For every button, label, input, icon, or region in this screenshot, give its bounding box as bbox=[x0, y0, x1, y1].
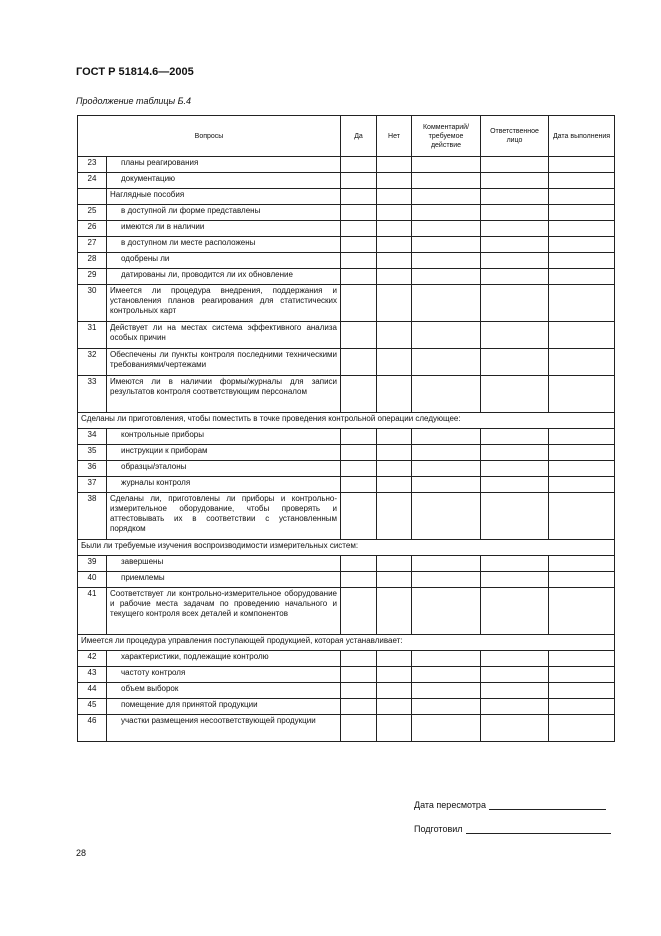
responsible-cell[interactable] bbox=[481, 376, 549, 413]
comment-cell[interactable] bbox=[412, 285, 481, 322]
responsible-cell[interactable] bbox=[481, 651, 549, 667]
table-row bbox=[78, 157, 615, 173]
revision-date-label: Дата пересмотра bbox=[414, 800, 486, 810]
table-row bbox=[78, 477, 615, 493]
question-text: Имеются ли в наличии формы/журналы для записи результатов контроля соответствующим персоналом bbox=[107, 376, 341, 413]
responsible-cell[interactable] bbox=[481, 429, 549, 445]
yes-cell[interactable] bbox=[341, 445, 377, 461]
table-row bbox=[78, 588, 615, 635]
no-cell[interactable] bbox=[377, 376, 412, 413]
responsible-cell[interactable] bbox=[481, 588, 549, 635]
row-number: 35 bbox=[78, 445, 107, 461]
responsible-cell[interactable] bbox=[481, 572, 549, 588]
date-cell[interactable] bbox=[549, 572, 615, 588]
question-text: частоту контроля bbox=[107, 667, 341, 683]
question-text: Действует ли на местах система эффективного анализа особых причин bbox=[107, 322, 341, 349]
comment-cell[interactable] bbox=[412, 376, 481, 413]
question-text: контрольные приборы bbox=[107, 429, 341, 445]
responsible-cell[interactable] bbox=[481, 667, 549, 683]
no-cell[interactable] bbox=[377, 667, 412, 683]
prepared-by-field bbox=[414, 824, 611, 834]
table-row bbox=[78, 572, 615, 588]
yes-cell[interactable] bbox=[341, 269, 377, 285]
table-row bbox=[78, 540, 615, 556]
yes-cell[interactable] bbox=[341, 221, 377, 237]
no-cell[interactable] bbox=[377, 493, 412, 540]
date-cell[interactable] bbox=[549, 221, 615, 237]
comment-cell[interactable] bbox=[412, 477, 481, 493]
no-cell[interactable] bbox=[377, 285, 412, 322]
question-text: завершены bbox=[107, 556, 341, 572]
responsible-cell[interactable] bbox=[481, 205, 549, 221]
date-cell[interactable] bbox=[549, 429, 615, 445]
comment-cell[interactable] bbox=[412, 556, 481, 572]
table-row bbox=[78, 635, 615, 651]
question-text: характеристики, подлежащие контролю bbox=[107, 651, 341, 667]
table-row bbox=[78, 173, 615, 189]
responsible-cell[interactable] bbox=[481, 285, 549, 322]
question-text: планы реагирования bbox=[107, 157, 341, 173]
no-cell[interactable] bbox=[377, 237, 412, 253]
yes-cell[interactable] bbox=[341, 477, 377, 493]
question-text: инструкции к приборам bbox=[107, 445, 341, 461]
question-text: приемлемы bbox=[107, 572, 341, 588]
no-cell[interactable] bbox=[377, 253, 412, 269]
revision-date-line[interactable] bbox=[489, 800, 606, 810]
no-cell[interactable] bbox=[377, 715, 412, 742]
question-text: образцы/эталоны bbox=[107, 461, 341, 477]
responsible-cell[interactable] bbox=[481, 699, 549, 715]
date-cell[interactable] bbox=[549, 157, 615, 173]
table-caption: Продолжение таблицы Б.4 bbox=[76, 96, 192, 106]
comment-cell[interactable] bbox=[412, 699, 481, 715]
date-cell[interactable] bbox=[549, 683, 615, 699]
yes-cell[interactable] bbox=[341, 189, 377, 205]
no-cell[interactable] bbox=[377, 651, 412, 667]
responsible-cell[interactable] bbox=[481, 477, 549, 493]
yes-cell[interactable] bbox=[341, 556, 377, 572]
comment-cell[interactable] bbox=[412, 157, 481, 173]
no-cell[interactable] bbox=[377, 221, 412, 237]
responsible-cell[interactable] bbox=[481, 157, 549, 173]
table-row bbox=[78, 285, 615, 322]
checklist-table bbox=[77, 115, 615, 742]
comment-cell[interactable] bbox=[412, 445, 481, 461]
row-number: 27 bbox=[78, 237, 107, 253]
date-cell[interactable] bbox=[549, 588, 615, 635]
question-text: Обеспечены ли пункты контроля последними техническими требованиями/чертежами bbox=[107, 349, 341, 376]
date-cell[interactable] bbox=[549, 667, 615, 683]
yes-cell[interactable] bbox=[341, 322, 377, 349]
yes-cell[interactable] bbox=[341, 157, 377, 173]
section-heading: Сделаны ли приготовления, чтобы поместить в точке проведения контрольной операции следующее: bbox=[78, 413, 615, 429]
prepared-by-line[interactable] bbox=[466, 824, 611, 834]
date-cell[interactable] bbox=[549, 376, 615, 413]
row-number: 37 bbox=[78, 477, 107, 493]
header-no: Нет bbox=[377, 116, 412, 157]
table-row bbox=[78, 461, 615, 477]
question-text: объем выборок bbox=[107, 683, 341, 699]
date-cell[interactable] bbox=[549, 205, 615, 221]
yes-cell[interactable] bbox=[341, 237, 377, 253]
row-number: 34 bbox=[78, 429, 107, 445]
yes-cell[interactable] bbox=[341, 349, 377, 376]
table-row bbox=[78, 651, 615, 667]
question-text: Наглядные пособия bbox=[107, 189, 341, 205]
row-number: 30 bbox=[78, 285, 107, 322]
question-text: датированы ли, проводится ли их обновление bbox=[107, 269, 341, 285]
table-header-row bbox=[78, 116, 615, 157]
table-row bbox=[78, 429, 615, 445]
date-cell[interactable] bbox=[549, 461, 615, 477]
yes-cell[interactable] bbox=[341, 285, 377, 322]
date-cell[interactable] bbox=[549, 477, 615, 493]
question-text: имеются ли в наличии bbox=[107, 221, 341, 237]
comment-cell[interactable] bbox=[412, 683, 481, 699]
date-cell[interactable] bbox=[549, 445, 615, 461]
no-cell[interactable] bbox=[377, 429, 412, 445]
row-number: 25 bbox=[78, 205, 107, 221]
date-cell[interactable] bbox=[549, 651, 615, 667]
table-row bbox=[78, 413, 615, 429]
table-row bbox=[78, 237, 615, 253]
section-heading: Были ли требуемые изучения воспроизводимости измерительных систем: bbox=[78, 540, 615, 556]
no-cell[interactable] bbox=[377, 322, 412, 349]
date-cell[interactable] bbox=[549, 556, 615, 572]
table-row bbox=[78, 349, 615, 376]
yes-cell[interactable] bbox=[341, 699, 377, 715]
responsible-cell[interactable] bbox=[481, 253, 549, 269]
comment-cell[interactable] bbox=[412, 189, 481, 205]
comment-cell[interactable] bbox=[412, 173, 481, 189]
comment-cell[interactable] bbox=[412, 322, 481, 349]
no-cell[interactable] bbox=[377, 556, 412, 572]
comment-cell[interactable] bbox=[412, 493, 481, 540]
comment-cell[interactable] bbox=[412, 269, 481, 285]
comment-cell[interactable] bbox=[412, 588, 481, 635]
yes-cell[interactable] bbox=[341, 651, 377, 667]
question-text: в доступном ли месте расположены bbox=[107, 237, 341, 253]
comment-cell[interactable] bbox=[412, 349, 481, 376]
no-cell[interactable] bbox=[377, 461, 412, 477]
no-cell[interactable] bbox=[377, 572, 412, 588]
table-row bbox=[78, 322, 615, 349]
yes-cell[interactable] bbox=[341, 572, 377, 588]
comment-cell[interactable] bbox=[412, 237, 481, 253]
row-number: 36 bbox=[78, 461, 107, 477]
comment-cell[interactable] bbox=[412, 651, 481, 667]
revision-date-field bbox=[414, 800, 606, 810]
responsible-cell[interactable] bbox=[481, 493, 549, 540]
question-text: в доступной ли форме представлены bbox=[107, 205, 341, 221]
question-text: Сделаны ли, приготовлены ли приборы и контрольно-измерительное оборудование, чтобы проверять и аттестовывать их в соответствии с установленным порядком bbox=[107, 493, 341, 540]
table-row bbox=[78, 556, 615, 572]
date-cell[interactable] bbox=[549, 715, 615, 742]
responsible-cell[interactable] bbox=[481, 189, 549, 205]
section-heading: Имеется ли процедура управления поступающей продукцией, которая устанавливает: bbox=[78, 635, 615, 651]
yes-cell[interactable] bbox=[341, 683, 377, 699]
row-number: 40 bbox=[78, 572, 107, 588]
comment-cell[interactable] bbox=[412, 253, 481, 269]
question-text: Соответствует ли контрольно-измерительное оборудование и рабочие места задачам по проведению начального и текущего контроля всех деталей и компонентов bbox=[107, 588, 341, 635]
no-cell[interactable] bbox=[377, 477, 412, 493]
responsible-cell[interactable] bbox=[481, 445, 549, 461]
yes-cell[interactable] bbox=[341, 461, 377, 477]
no-cell[interactable] bbox=[377, 157, 412, 173]
row-number: 31 bbox=[78, 322, 107, 349]
responsible-cell[interactable] bbox=[481, 173, 549, 189]
row-number: 24 bbox=[78, 173, 107, 189]
question-text: журналы контроля bbox=[107, 477, 341, 493]
date-cell[interactable] bbox=[549, 493, 615, 540]
no-cell[interactable] bbox=[377, 173, 412, 189]
comment-cell[interactable] bbox=[412, 572, 481, 588]
header-comment: Комментарий/ требуемое действие bbox=[412, 116, 481, 157]
table-row bbox=[78, 253, 615, 269]
table-row bbox=[78, 699, 615, 715]
question-text: Имеется ли процедура внедрения, поддержания и установления планов реагирования для статистических контрольных карт bbox=[107, 285, 341, 322]
responsible-cell[interactable] bbox=[481, 269, 549, 285]
table-row bbox=[78, 189, 615, 205]
comment-cell[interactable] bbox=[412, 221, 481, 237]
date-cell[interactable] bbox=[549, 285, 615, 322]
comment-cell[interactable] bbox=[412, 205, 481, 221]
date-cell[interactable] bbox=[549, 237, 615, 253]
no-cell[interactable] bbox=[377, 205, 412, 221]
no-cell[interactable] bbox=[377, 683, 412, 699]
no-cell[interactable] bbox=[377, 269, 412, 285]
row-number: 39 bbox=[78, 556, 107, 572]
header-date: Дата выполнения bbox=[549, 116, 615, 157]
table-row bbox=[78, 715, 615, 742]
table-row bbox=[78, 269, 615, 285]
responsible-cell[interactable] bbox=[481, 461, 549, 477]
responsible-cell[interactable] bbox=[481, 715, 549, 742]
table-row bbox=[78, 221, 615, 237]
responsible-cell[interactable] bbox=[481, 556, 549, 572]
yes-cell[interactable] bbox=[341, 253, 377, 269]
row-number: 42 bbox=[78, 651, 107, 667]
question-text: документацию bbox=[107, 173, 341, 189]
header-questions: Вопросы bbox=[78, 116, 341, 157]
row-number: 45 bbox=[78, 699, 107, 715]
prepared-by-label: Подготовил bbox=[414, 824, 463, 834]
yes-cell[interactable] bbox=[341, 715, 377, 742]
header-yes: Да bbox=[341, 116, 377, 157]
row-number: 38 bbox=[78, 493, 107, 540]
responsible-cell[interactable] bbox=[481, 221, 549, 237]
row-number: 33 bbox=[78, 376, 107, 413]
row-number: 46 bbox=[78, 715, 107, 742]
row-number: 29 bbox=[78, 269, 107, 285]
yes-cell[interactable] bbox=[341, 429, 377, 445]
responsible-cell[interactable] bbox=[481, 349, 549, 376]
question-text: участки размещения несоответствующей продукции bbox=[107, 715, 341, 742]
row-number: 41 bbox=[78, 588, 107, 635]
question-text: одобрены ли bbox=[107, 253, 341, 269]
yes-cell[interactable] bbox=[341, 588, 377, 635]
row-number: 44 bbox=[78, 683, 107, 699]
table-row bbox=[78, 667, 615, 683]
no-cell[interactable] bbox=[377, 445, 412, 461]
table-row bbox=[78, 376, 615, 413]
responsible-cell[interactable] bbox=[481, 237, 549, 253]
responsible-cell[interactable] bbox=[481, 683, 549, 699]
date-cell[interactable] bbox=[549, 173, 615, 189]
comment-cell[interactable] bbox=[412, 667, 481, 683]
yes-cell[interactable] bbox=[341, 205, 377, 221]
row-number: 43 bbox=[78, 667, 107, 683]
responsible-cell[interactable] bbox=[481, 322, 549, 349]
row-number bbox=[78, 189, 107, 205]
document-title: ГОСТ Р 51814.6—2005 bbox=[76, 66, 194, 78]
comment-cell[interactable] bbox=[412, 461, 481, 477]
page-number: 28 bbox=[76, 848, 87, 858]
date-cell[interactable] bbox=[549, 269, 615, 285]
row-number: 32 bbox=[78, 349, 107, 376]
no-cell[interactable] bbox=[377, 588, 412, 635]
comment-cell[interactable] bbox=[412, 429, 481, 445]
yes-cell[interactable] bbox=[341, 667, 377, 683]
table-row bbox=[78, 683, 615, 699]
comment-cell[interactable] bbox=[412, 715, 481, 742]
date-cell[interactable] bbox=[549, 322, 615, 349]
header-responsible: Ответственное лицо bbox=[481, 116, 549, 157]
table-row bbox=[78, 445, 615, 461]
no-cell[interactable] bbox=[377, 699, 412, 715]
yes-cell[interactable] bbox=[341, 376, 377, 413]
yes-cell[interactable] bbox=[341, 493, 377, 540]
no-cell[interactable] bbox=[377, 349, 412, 376]
date-cell[interactable] bbox=[549, 699, 615, 715]
yes-cell[interactable] bbox=[341, 173, 377, 189]
row-number: 26 bbox=[78, 221, 107, 237]
row-number: 28 bbox=[78, 253, 107, 269]
no-cell[interactable] bbox=[377, 189, 412, 205]
table-row bbox=[78, 205, 615, 221]
date-cell[interactable] bbox=[549, 253, 615, 269]
date-cell[interactable] bbox=[549, 349, 615, 376]
row-number: 23 bbox=[78, 157, 107, 173]
table-row bbox=[78, 493, 615, 540]
date-cell[interactable] bbox=[549, 189, 615, 205]
question-text: помещение для принятой продукции bbox=[107, 699, 341, 715]
